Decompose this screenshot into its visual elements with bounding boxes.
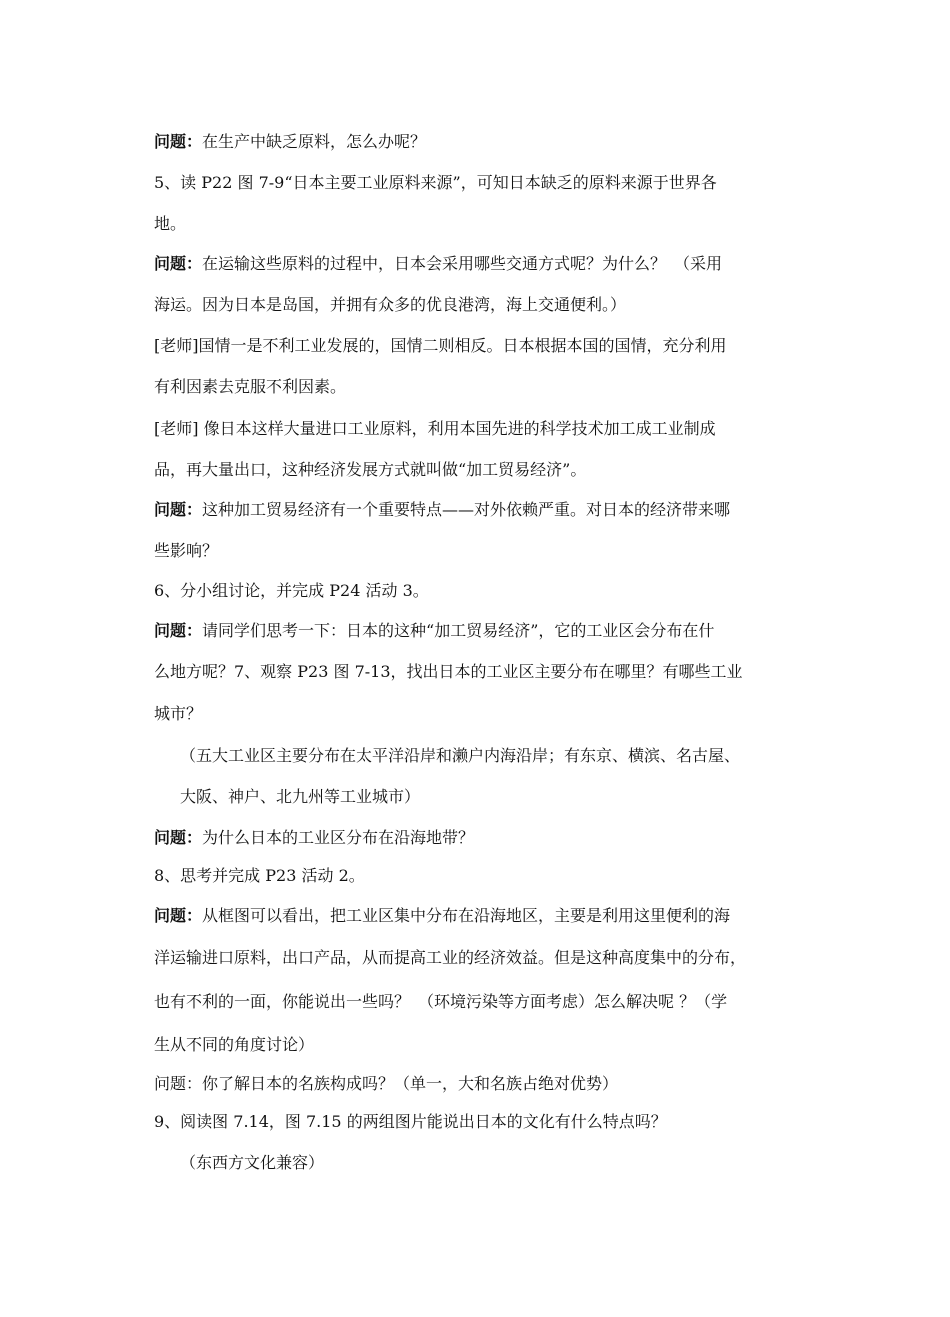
text-line: 6、分小组讨论，并完成 P24 活动 3。 bbox=[154, 581, 429, 600]
text-line: （五大工业区主要分布在太平洋沿岸和濑户内海沿岸；有东京、横滨、名古屋、 bbox=[180, 746, 741, 765]
question-label: 问题： bbox=[154, 500, 203, 519]
question-label: 问题： bbox=[154, 254, 203, 273]
text-line: 问题：这种加工贸易经济有一个重要特点——对外依赖严重。对日本的经济带来哪 bbox=[154, 500, 731, 519]
question-label: 问题： bbox=[154, 621, 203, 640]
text-line: 些影响？ bbox=[154, 541, 219, 560]
text-line: 大阪、神户、北九州等工业城市） bbox=[180, 787, 421, 806]
text-line: 也有不利的一面，你能说出一些吗？ （环境污染等方面考虑）怎么解决呢 ？（学 bbox=[154, 992, 728, 1011]
question-label: 问题： bbox=[154, 132, 203, 151]
text-line: 9、阅读图 7.14，图 7.15 的两组图片能说出日本的文化有什么特点吗？ bbox=[154, 1112, 667, 1131]
text-line: 城市？ bbox=[154, 704, 203, 723]
text-line: 5、读 P22 图 7-9“日本主要工业原料来源”，可知日本缺乏的原料来源于世界各 bbox=[154, 173, 717, 192]
question-label: 问题： bbox=[154, 828, 203, 847]
question-label: 问题： bbox=[154, 906, 203, 925]
text-line: 问题：在生产中缺乏原料，怎么办呢？ bbox=[154, 132, 427, 151]
text-line: 地。 bbox=[154, 214, 187, 233]
text-line: [老师]国情一是不利工业发展的，国情二则相反。日本根据本国的国情，充分利用 bbox=[154, 336, 727, 355]
text-line: 有利因素去克服不利因素。 bbox=[154, 377, 347, 396]
text-line: 品，再大量出口，这种经济发展方式就叫做“加工贸易经济”。 bbox=[154, 460, 587, 479]
text-line: 问题：在运输这些原料的过程中，日本会采用哪些交通方式呢？为什么？ （采用 bbox=[154, 254, 723, 273]
text-line: 海运。因为日本是岛国，并拥有众多的优良港湾，海上交通便利。） bbox=[154, 295, 627, 314]
text-line: 8、思考并完成 P23 活动 2。 bbox=[154, 866, 365, 885]
text-line: （东西方文化兼容） bbox=[180, 1153, 325, 1172]
text-line: 问题：你了解日本的名族构成吗？（单一，大和名族占绝对优势） bbox=[154, 1074, 619, 1093]
text-line: 问题：为什么日本的工业区分布在沿海地带？ bbox=[154, 828, 475, 847]
text-line: 问题：从框图可以看出，把工业区集中分布在沿海地区，主要是利用这里便利的海 bbox=[154, 906, 731, 925]
text-line: 问题：请同学们思考一下：日本的这种“加工贸易经济”，它的工业区会分布在什 bbox=[154, 621, 715, 640]
text-line: 洋运输进口原料，出口产品，从而提高工业的经济效益。但是这种高度集中的分布， bbox=[154, 948, 747, 967]
text-line: 生从不同的角度讨论） bbox=[154, 1035, 315, 1054]
text-line: 么地方呢？7、观察 P23 图 7-13，找出日本的工业区主要分布在哪里？有哪些工业 bbox=[154, 662, 743, 681]
text-line: [老师] 像日本这样大量进口工业原料，利用本国先进的科学技术加工成工业制成 bbox=[154, 419, 716, 438]
